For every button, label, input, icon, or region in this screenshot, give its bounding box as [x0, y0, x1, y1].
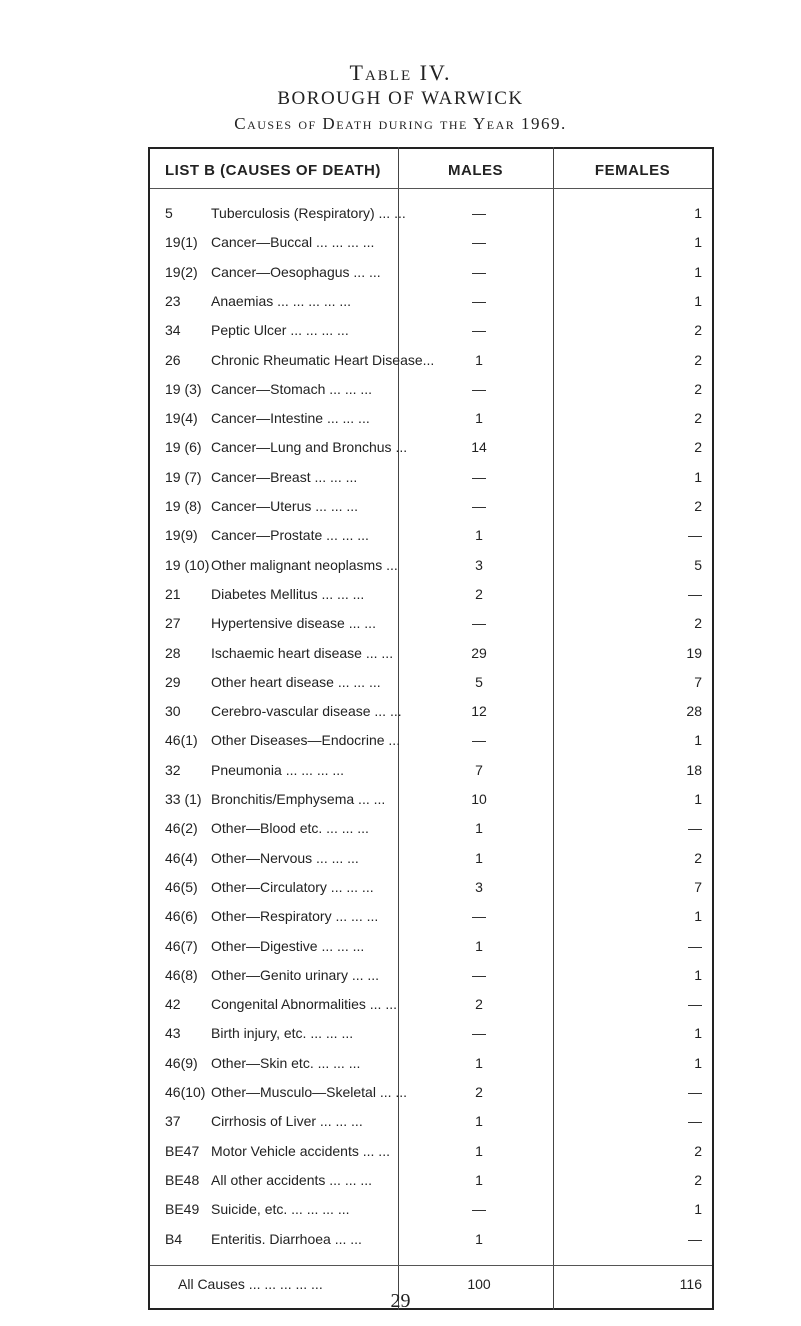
cause-label: Cancer—Oesophagus ... ... [211, 263, 381, 280]
table-row [150, 967, 712, 987]
cause-label: Hypertensive disease ... ... [211, 615, 376, 632]
females-count: — [688, 585, 702, 602]
females-count: 1 [694, 468, 702, 485]
table-row [150, 850, 712, 870]
table-row [150, 1055, 712, 1075]
cause-code: 46(8) [165, 966, 198, 983]
cause-code: 46(5) [165, 878, 198, 895]
males-count: 10 [471, 791, 487, 807]
table-row [150, 674, 712, 694]
cause-code: 26 [165, 351, 181, 368]
females-count: 1 [694, 205, 702, 221]
cause-label: Cancer—Uterus ... ... ... [211, 498, 359, 514]
cause-code: 19(9) [165, 527, 198, 544]
cause-label: Other—Nervous ... ... ... [211, 849, 359, 866]
males-count: 1 [475, 1113, 483, 1130]
males-count: 2 [475, 996, 483, 1013]
table-row [150, 1172, 712, 1192]
total-label: All Causes ... ... ... ... ... [178, 1276, 323, 1292]
borough-heading: BOROUGH OF WARWICK [277, 88, 524, 109]
table-row [150, 762, 712, 782]
table-row [150, 791, 712, 811]
males-count: — [472, 1201, 486, 1218]
table-row [150, 322, 712, 342]
females-count: 7 [694, 878, 702, 895]
males-count: 3 [475, 878, 483, 895]
cause-label: Other—Musculo—Skeletal ... ... [211, 1084, 408, 1100]
males-count: — [472, 908, 486, 925]
females-count: 1 [694, 966, 702, 983]
page-number: 29 [390, 1290, 411, 1312]
cause-code: 27 [165, 615, 181, 632]
females-count: 2 [694, 410, 702, 427]
cause-code: 19(1) [165, 234, 198, 251]
table-row [150, 1143, 712, 1163]
females-count: 1 [694, 263, 702, 280]
males-count: — [472, 966, 486, 983]
females-count: 2 [694, 1171, 702, 1188]
table-caption: Causes of Death during the Year 1969. [234, 114, 567, 133]
females-count: — [688, 1084, 702, 1100]
total-females: 116 [679, 1276, 702, 1292]
table-row [150, 381, 712, 401]
females-count: 2 [694, 380, 702, 397]
cause-code: 46(10) [165, 1084, 206, 1100]
cause-label: Tuberculosis (Respiratory) ... ... [211, 205, 406, 221]
table-row [150, 938, 712, 958]
males-count: — [472, 322, 486, 339]
cause-label: Anaemias ... ... ... ... ... [211, 292, 352, 309]
cause-code: 46(4) [165, 849, 198, 866]
males-count: 2 [475, 1084, 483, 1100]
males-count: 1 [475, 1171, 483, 1188]
males-count: 12 [471, 703, 487, 720]
cause-label: Congenital Abnormalities ... ... [211, 996, 397, 1013]
females-count: 2 [694, 498, 702, 514]
males-count: 1 [475, 1054, 483, 1071]
males-count: 3 [475, 556, 483, 573]
cause-label: Cancer—Buccal ... ... ... ... [211, 234, 375, 251]
table-row [150, 732, 712, 752]
cause-code: 23 [165, 292, 181, 309]
males-count: 1 [475, 849, 483, 866]
cause-label: Other heart disease ... ... ... [211, 673, 381, 690]
column-header-females: FEMALES [594, 162, 671, 179]
cause-label: Other—Blood etc. ... ... ... [211, 820, 369, 837]
females-count: 1 [694, 908, 702, 925]
cause-code: 21 [165, 585, 181, 602]
females-count: 1 [694, 1025, 702, 1042]
column-header-causes: LIST B (CAUSES OF DEATH) [165, 162, 381, 179]
table-row [150, 557, 712, 577]
header-rule [150, 188, 712, 189]
females-count: 1 [694, 292, 702, 309]
males-count: — [472, 380, 486, 397]
cause-code: 34 [165, 322, 181, 339]
cause-label: Motor Vehicle accidents ... ... [211, 1142, 390, 1159]
males-count: — [472, 263, 486, 280]
males-count: 1 [475, 1230, 483, 1247]
cause-label: Ischaemic heart disease ... ... [211, 644, 394, 661]
table-row [150, 908, 712, 928]
cause-label: Bronchitis/Emphysema ... ... [211, 791, 386, 807]
cause-code: 28 [165, 644, 181, 661]
cause-code: 30 [165, 703, 181, 720]
males-count: — [472, 498, 486, 514]
females-count: 7 [694, 673, 702, 690]
cause-code: 33 (1) [165, 791, 202, 807]
females-count: — [688, 1113, 702, 1130]
cause-code: 5 [165, 205, 173, 221]
cause-code: 46(2) [165, 820, 198, 837]
females-count: 2 [694, 615, 702, 632]
males-count: — [472, 615, 486, 632]
females-count: — [688, 937, 702, 954]
cause-label: Other—Skin etc. ... ... ... [211, 1054, 361, 1071]
table-row [150, 1025, 712, 1045]
cause-label: All other accidents ... ... ... [211, 1171, 373, 1188]
females-count: 5 [694, 556, 702, 573]
females-count: — [688, 527, 702, 544]
table-row [150, 469, 712, 489]
females-count: 18 [686, 761, 702, 778]
cause-label: Diabetes Mellitus ... ... ... [211, 585, 365, 602]
males-count: 1 [475, 820, 483, 837]
table-title: Table IV. [349, 60, 452, 85]
table-row [150, 352, 712, 372]
cause-label: Other—Circulatory ... ... ... [211, 878, 374, 895]
table-row [150, 586, 712, 606]
cause-code: 19(4) [165, 410, 198, 427]
table-row [150, 498, 712, 518]
cause-code: 19 (8) [165, 498, 202, 514]
cause-label: Cirrhosis of Liver ... ... ... [211, 1113, 363, 1130]
cause-label: Other—Genito urinary ... ... [211, 966, 380, 983]
cause-label: Other malignant neoplasms ... [211, 556, 398, 573]
cause-code: 19 (10) [165, 556, 210, 573]
females-count: — [688, 996, 702, 1013]
table-row [150, 1084, 712, 1104]
table-row [150, 1113, 712, 1133]
cause-code: 32 [165, 761, 181, 778]
males-count: — [472, 732, 486, 749]
cause-code: BE48 [165, 1171, 200, 1188]
females-count: 2 [694, 439, 702, 456]
males-count: — [472, 234, 486, 251]
cause-code: B4 [165, 1230, 183, 1247]
females-count: 19 [686, 644, 702, 661]
cause-label: Cancer—Stomach ... ... ... [211, 380, 373, 397]
females-count: 2 [694, 1142, 702, 1159]
cause-label: Suicide, etc. ... ... ... ... [211, 1201, 350, 1218]
cause-label: Other—Respiratory ... ... ... [211, 908, 379, 925]
males-count: — [472, 292, 486, 309]
males-count: 1 [475, 410, 483, 427]
table-row [150, 264, 712, 284]
females-count: 1 [694, 791, 702, 807]
males-count: 1 [475, 1142, 483, 1159]
males-count: — [472, 1025, 486, 1042]
cause-code: 19 (3) [165, 380, 202, 397]
cause-code: 29 [165, 673, 181, 690]
cause-label: Cancer—Intestine ... ... ... [211, 410, 370, 427]
cause-label: Peptic Ulcer ... ... ... ... [211, 322, 349, 339]
males-count: 2 [475, 585, 483, 602]
table-row [150, 1201, 712, 1221]
males-count: 1 [475, 351, 483, 368]
males-count: — [472, 468, 486, 485]
cause-label: Cerebro-vascular disease ... ... [211, 703, 402, 720]
total-rule [150, 1265, 712, 1266]
cause-label: Enteritis. Diarrhoea ... ... [211, 1230, 362, 1247]
males-count: 14 [471, 439, 487, 456]
males-count: 1 [475, 527, 483, 544]
females-count: 2 [694, 322, 702, 339]
table-row [150, 439, 712, 459]
females-count: — [688, 820, 702, 837]
females-count: 1 [694, 732, 702, 749]
table-row [150, 410, 712, 430]
females-count: 1 [694, 1201, 702, 1218]
cause-label: Chronic Rheumatic Heart Disease... [211, 351, 435, 368]
table-row [150, 293, 712, 313]
cause-label: Birth injury, etc. ... ... ... [211, 1025, 354, 1042]
females-count: — [688, 1230, 702, 1247]
table-row [150, 703, 712, 723]
males-count: 1 [475, 937, 483, 954]
table-row [150, 234, 712, 254]
males-count: 5 [475, 673, 483, 690]
table-row [150, 527, 712, 547]
column-header-males: MALES [448, 162, 503, 179]
cause-code: BE49 [165, 1201, 200, 1218]
cause-code: 19(2) [165, 263, 198, 280]
table-row [150, 645, 712, 665]
males-count: 29 [471, 644, 487, 661]
cause-label: Cancer—Prostate ... ... ... [211, 527, 369, 544]
table-row [150, 996, 712, 1016]
cause-label: Cancer—Breast ... ... ... [211, 468, 358, 485]
females-count: 2 [694, 849, 702, 866]
cause-code: 19 (7) [165, 468, 202, 485]
cause-code: BE47 [165, 1142, 200, 1159]
cause-code: 46(6) [165, 908, 198, 925]
table-row [150, 615, 712, 635]
males-count: 7 [475, 761, 483, 778]
cause-code: 46(9) [165, 1054, 198, 1071]
females-count: 1 [694, 234, 702, 251]
cause-label: Other—Digestive ... ... ... [211, 937, 365, 954]
males-count: — [472, 205, 486, 221]
cause-label: Other Diseases—Endocrine ... [211, 732, 401, 749]
females-count: 1 [694, 1054, 702, 1071]
females-count: 2 [694, 351, 702, 368]
total-males: 100 [467, 1276, 491, 1292]
cause-code: 46(1) [165, 732, 198, 749]
table-row [150, 820, 712, 840]
cause-code: 46(7) [165, 937, 198, 954]
table-row [150, 1231, 712, 1251]
cause-code: 42 [165, 996, 181, 1013]
table-row [150, 879, 712, 899]
cause-label: Pneumonia ... ... ... ... [211, 761, 345, 778]
cause-label: Cancer—Lung and Bronchus ... [211, 439, 408, 456]
females-count: 28 [686, 703, 702, 720]
cause-code: 37 [165, 1113, 181, 1130]
table-row [150, 205, 712, 225]
cause-code: 19 (6) [165, 439, 202, 456]
cause-code: 43 [165, 1025, 181, 1042]
